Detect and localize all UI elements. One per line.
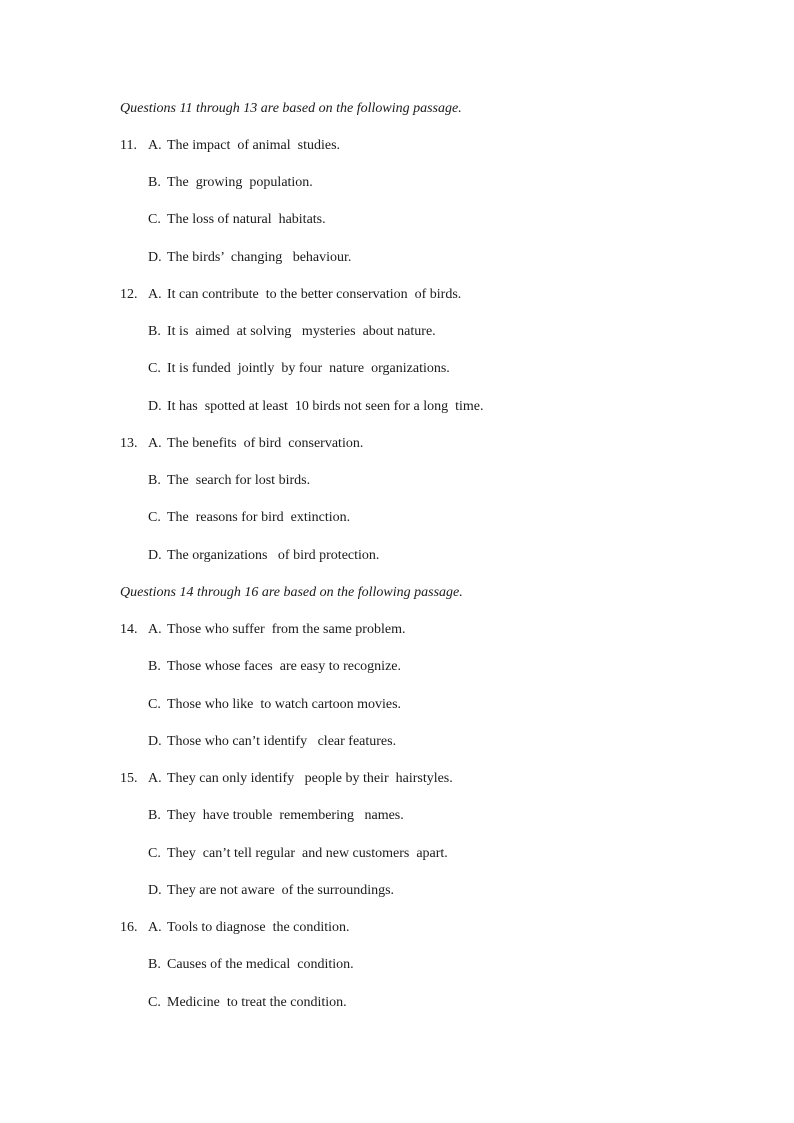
option-15-c bbox=[148, 845, 448, 863]
question-number: 11. bbox=[120, 138, 137, 153]
option-letter: B. bbox=[148, 473, 161, 488]
option-text: They have trouble remembering names. bbox=[167, 808, 404, 823]
option-text: Those who can’t identify clear features. bbox=[167, 734, 397, 749]
option-letter: B. bbox=[148, 659, 161, 674]
option-16-b bbox=[148, 956, 354, 974]
option-text: Causes of the medical condition. bbox=[167, 957, 354, 972]
option-14-b bbox=[148, 658, 401, 676]
option-14-a bbox=[148, 621, 405, 639]
question-number: 14. bbox=[120, 622, 138, 637]
option-13-a bbox=[148, 435, 363, 453]
option-letter: D. bbox=[148, 734, 162, 749]
option-13-b bbox=[148, 472, 310, 490]
option-text: They can’t tell regular and new customers apart. bbox=[167, 846, 448, 861]
option-text: They can only identify people by their hairstyles. bbox=[167, 771, 453, 786]
option-11-c bbox=[148, 211, 326, 229]
option-text: The benefits of bird conservation. bbox=[167, 436, 364, 451]
option-14-c bbox=[148, 696, 401, 714]
option-letter: D. bbox=[148, 399, 162, 414]
option-14-d bbox=[148, 733, 396, 751]
option-letter: B. bbox=[148, 957, 161, 972]
section-intro: Questions 11 through 13 are based on the following passage. bbox=[120, 101, 462, 116]
option-text: It is funded jointly by four nature organizations. bbox=[167, 361, 450, 376]
option-letter: A. bbox=[148, 138, 162, 153]
option-letter: A. bbox=[148, 771, 162, 786]
option-text: It is aimed at solving mysteries about nature. bbox=[167, 324, 436, 339]
option-12-d bbox=[148, 398, 484, 416]
option-letter: D. bbox=[148, 883, 162, 898]
option-12-c bbox=[148, 360, 450, 378]
option-letter: A. bbox=[148, 622, 162, 637]
option-letter: C. bbox=[148, 697, 161, 712]
option-16-a bbox=[148, 919, 350, 937]
option-13-c bbox=[148, 509, 350, 527]
option-12-a bbox=[148, 286, 461, 304]
option-letter: C. bbox=[148, 846, 161, 861]
question-number: 16. bbox=[120, 920, 138, 935]
option-text: It has spotted at least 10 birds not seen for a long time. bbox=[167, 399, 484, 414]
option-text: The impact of animal studies. bbox=[167, 138, 341, 153]
option-letter: C. bbox=[148, 361, 161, 376]
option-11-a bbox=[148, 137, 340, 155]
option-text: Medicine to treat the condition. bbox=[167, 995, 347, 1010]
option-letter: A. bbox=[148, 287, 162, 302]
option-text: The growing population. bbox=[167, 175, 313, 190]
option-letter: B. bbox=[148, 324, 161, 339]
option-16-c bbox=[148, 994, 347, 1012]
option-letter: D. bbox=[148, 250, 162, 265]
option-letter: B. bbox=[148, 808, 161, 823]
option-text: The search for lost birds. bbox=[167, 473, 311, 488]
option-letter: D. bbox=[148, 548, 162, 563]
question-number: 13. bbox=[120, 436, 138, 451]
option-letter: A. bbox=[148, 436, 162, 451]
option-letter: A. bbox=[148, 920, 162, 935]
option-letter: C. bbox=[148, 510, 161, 525]
option-15-d bbox=[148, 882, 394, 900]
option-letter: B. bbox=[148, 175, 161, 190]
option-text: The reasons for bird extinction. bbox=[167, 510, 351, 525]
option-text: It can contribute to the better conservation of birds. bbox=[167, 287, 462, 302]
option-15-b bbox=[148, 807, 404, 825]
option-text: Those who like to watch cartoon movies. bbox=[167, 697, 402, 712]
option-letter: C. bbox=[148, 995, 161, 1010]
question-number: 15. bbox=[120, 771, 138, 786]
question-number: 12. bbox=[120, 287, 138, 302]
option-letter: C. bbox=[148, 212, 161, 227]
option-text: The birds’ changing behaviour. bbox=[167, 250, 352, 265]
option-15-a bbox=[148, 770, 453, 788]
option-12-b bbox=[148, 323, 436, 341]
section-intro: Questions 14 through 16 are based on the following passage. bbox=[120, 585, 463, 600]
option-11-b bbox=[148, 174, 313, 192]
option-13-d bbox=[148, 547, 379, 565]
option-text: Tools to diagnose the condition. bbox=[167, 920, 350, 935]
option-11-d bbox=[148, 249, 351, 267]
option-text: Those whose faces are easy to recognize. bbox=[167, 659, 402, 674]
option-text: The loss of natural habitats. bbox=[167, 212, 326, 227]
option-text: Those who suffer from the same problem. bbox=[167, 622, 406, 637]
option-text: They are not aware of the surroundings. bbox=[167, 883, 395, 898]
option-text: The organizations of bird protection. bbox=[167, 548, 380, 563]
